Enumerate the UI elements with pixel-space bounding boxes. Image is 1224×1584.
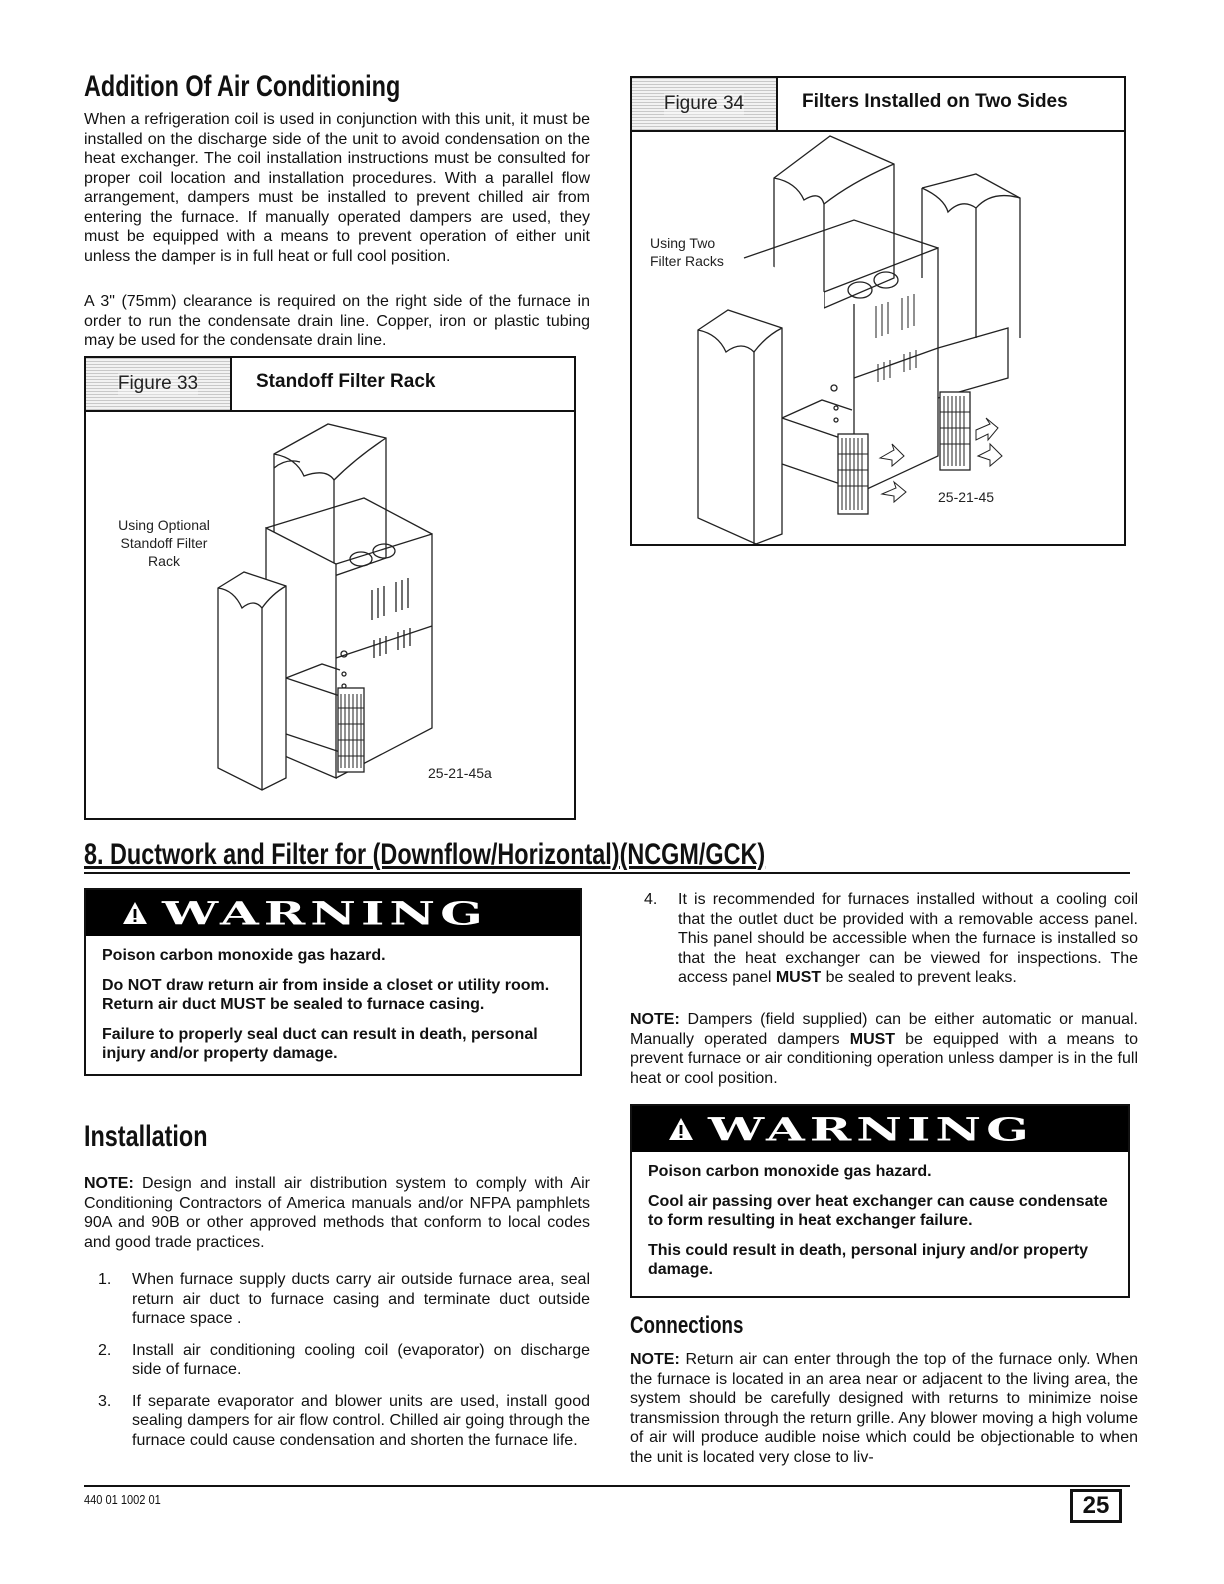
list-item: 2. Install air conditioning cooling coil (evaporator) on discharge side of furnace.	[98, 1341, 590, 1378]
figure-34-illustration	[632, 78, 1124, 544]
footer-doc-number: 440 01 1002 01	[84, 1492, 161, 1507]
figure-34-title: Filters Installed on Two Sides	[802, 91, 1068, 112]
warning-word-1: WARNING	[162, 894, 488, 932]
connections-heading: Connections	[630, 1312, 744, 1339]
warning-box-1	[84, 888, 582, 1076]
list-item: 3. If separate evaporator and blower units are used, install good sealing dampers for air flow control. Chilled air going through the furnace could cause condensation and shorten the furnace life.	[98, 1392, 590, 1449]
warning-banner-2	[632, 1106, 1128, 1152]
figure-33-tag: Figure 33	[86, 358, 232, 410]
warning-text-1: Poison carbon monoxide gas hazard. Do NOT draw return air from inside a closet or utility room. Return air duct MUST be sealed to furnace casing. Failure to properly seal duct can result in death, personal injury and/or property damage.	[102, 947, 550, 1062]
ac-paragraph-2: A 3" (75mm) clearance is required on the right side of the furnace in order to run the condensate drain line. Copper, iron or plastic tubing may be used for the condensate drain line.	[84, 293, 590, 349]
section-8-heading-wrap	[84, 838, 1130, 874]
warning-text-2: Poison carbon monoxide gas hazard. Cool air passing over heat exchanger can cause condensate to form resulting in heat exchanger failure. This could result in death, personal injury and/or property damage.	[648, 1163, 1108, 1278]
warning-banner-1	[86, 890, 580, 936]
figure-34	[630, 76, 1126, 546]
section-8-heading: 8. Ductwork and Filter for (Downflow/Horizontal)(NCGM/GCK)	[84, 838, 766, 871]
warning-word-2: WARNING	[708, 1110, 1034, 1148]
warning-triangle-icon	[122, 901, 148, 925]
page-number: 25	[1070, 1489, 1122, 1523]
ac-heading: Addition Of Air Conditioning	[84, 70, 401, 103]
warning-box-2	[630, 1104, 1130, 1298]
installation-list	[84, 1270, 590, 1462]
figure-34-callout: Using Two Filter Racks	[650, 235, 724, 269]
item-4	[630, 890, 1138, 1000]
list-item: 1. When furnace supply ducts carry air outside furnace area, seal return air duct to furnace casing and terminate duct outside furnace space .	[98, 1271, 590, 1327]
footer-rule	[84, 1485, 1130, 1487]
installation-note: NOTE: Design and install air distribution system to comply with Air Conditioning Contractors of America manuals and/or NFPA pamphlets 90A and 90B or other approved methods that conform to local codes and good trade practices.	[84, 1175, 590, 1251]
list-item: 4. It is recommended for furnaces installed without a cooling coil that the outlet duct be provided with a removable access panel. This panel should be accessible when the furnace is installed so that the heat exchanger can be viewed for inspections. The access panel MUST be sealed to prevent leaks.	[644, 891, 1138, 986]
figure-33-callout: Using Optional Standoff Filter Rack	[118, 517, 210, 569]
ac-paragraph-1: When a refrigeration coil is used in conjunction with this unit, it must be installed on the discharge side of the unit to avoid condensation on the heat exchanger. The coil installation instructions must be consulted for proper coil location and installation procedures. With a parallel flow arrangement, dampers must be installed to prevent chilled air from entering the furnace. If manually operated dampers are used, they must be equipped with a means to prevent operation of either unit unless the damper is in full heat or full cool position.	[84, 111, 590, 265]
dampers-note: NOTE: Dampers (field supplied) can be either automatic or manual. Manually operated dampers MUST be equipped with a means to prevent furnace or air conditioning operation unless damper is in the full heat or cool position.	[630, 1011, 1139, 1087]
figure-33-code: 25-21-45a	[428, 765, 492, 781]
figure-34-code: 25-21-45	[938, 489, 995, 505]
figure-33-title: Standoff Filter Rack	[256, 371, 436, 392]
connections-note: NOTE: Return air can enter through the top of the furnace only. When the furnace is located in an area near or adjacent to the living area, the system should be carefully designed with returns to minimize noise transmission through the return grille. Any blower moving a high volume of air will produce audible noise which could be objectionable to when the unit is located very close to liv-	[630, 1351, 1138, 1466]
figure-34-tag: Figure 34	[632, 78, 778, 130]
figure-33-illustration	[86, 358, 574, 818]
installation-heading: Installation	[84, 1120, 208, 1153]
figure-33	[84, 356, 576, 820]
warning-triangle-icon	[668, 1117, 694, 1141]
